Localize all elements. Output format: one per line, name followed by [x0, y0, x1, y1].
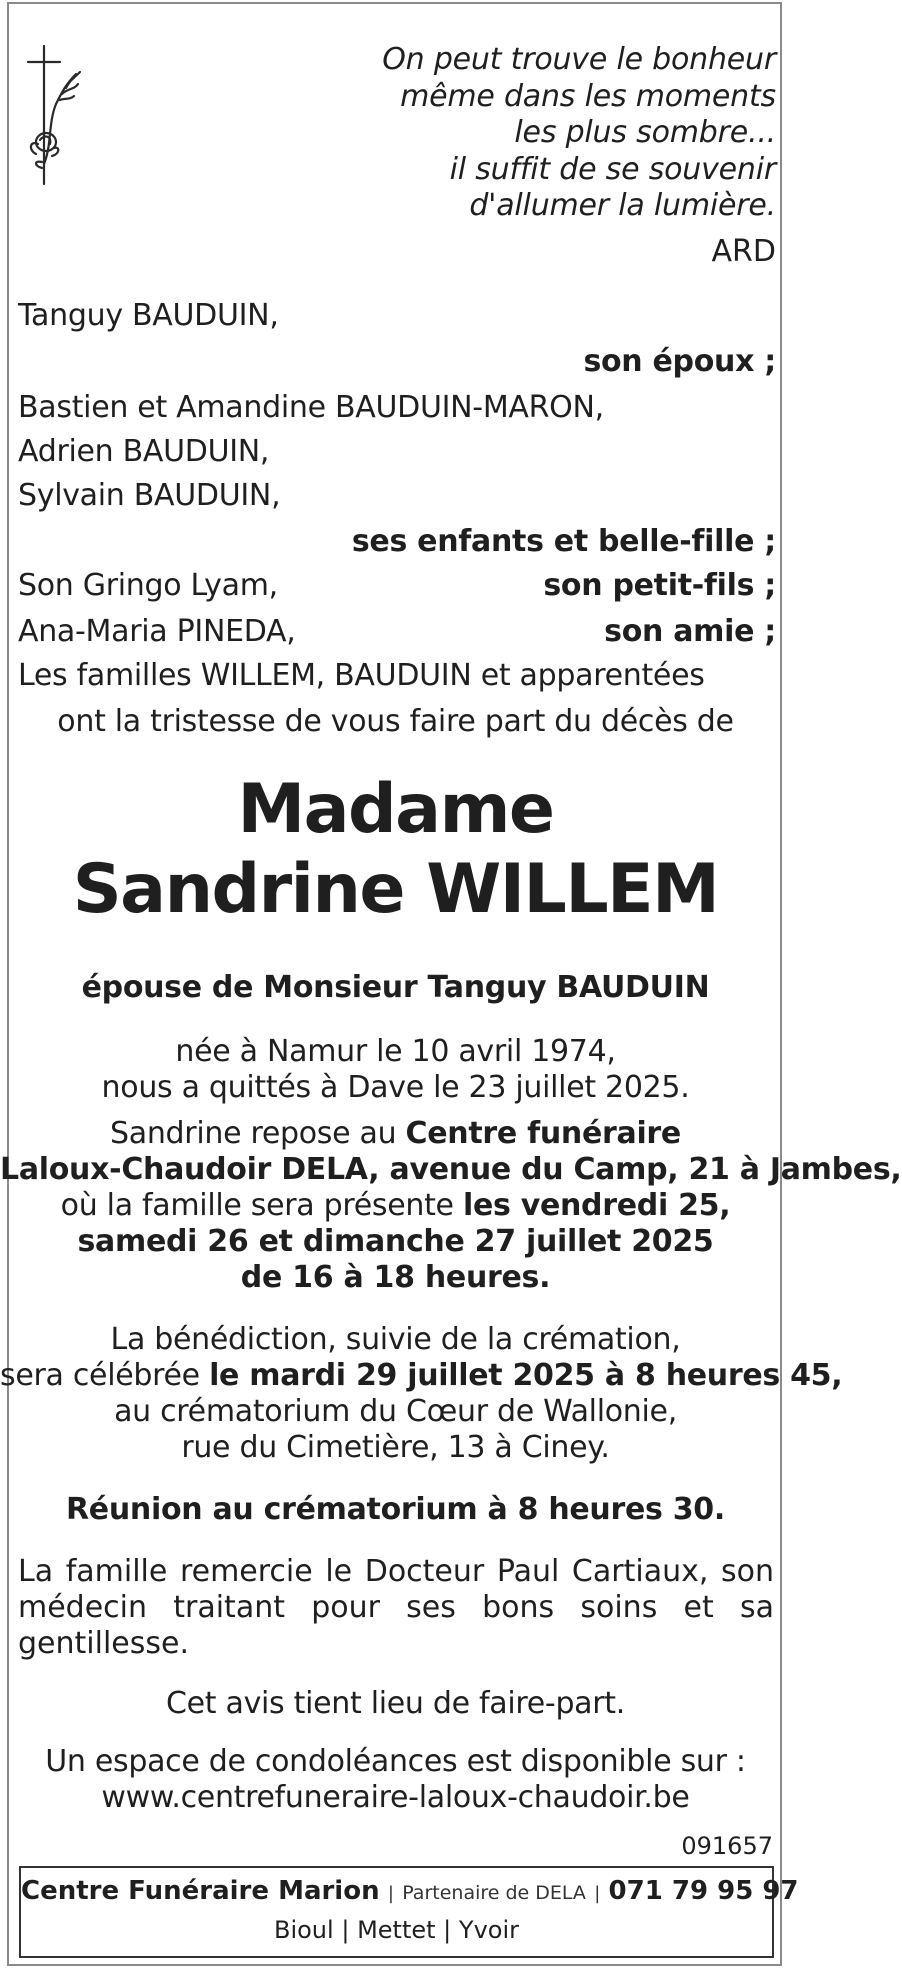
- grandchild-role: son petit-fils ;: [543, 568, 776, 603]
- ceremony-date: le mardi 29 juillet 2025 à 8 heures 45,: [209, 1358, 843, 1393]
- separator: |: [594, 1883, 601, 1904]
- child-name: Bastien et Amandine BAUDUIN-MARON,: [18, 390, 604, 425]
- visit-text: où la famille sera présente: [60, 1188, 463, 1223]
- ceremony-address: rue du Cimetière, 13 à Ciney.: [181, 1430, 610, 1465]
- partner-label: Partenaire de DELA: [402, 1882, 586, 1904]
- rest-address: Laloux-Chaudoir DELA, avenue du Camp, 21 à Jambes,: [0, 1152, 902, 1187]
- epigraph-line: On peut trouve le bonheur: [382, 42, 776, 77]
- families-line: Les familles WILLEM, BAUDUIN et apparentées: [18, 658, 705, 693]
- spouse-line: épouse de Monsieur Tanguy BAUDUIN: [81, 970, 710, 1005]
- epigraph-author: ARD: [711, 234, 776, 269]
- epigraph-line: les plus sombre...: [514, 115, 776, 150]
- friend-role: son amie ;: [604, 614, 776, 649]
- condolence-link[interactable]: www.centrefuneraire-laloux-chaudoir.be: [101, 1780, 690, 1815]
- rest-place: Centre funéraire: [405, 1116, 681, 1151]
- rest-text: Sandrine repose au: [110, 1116, 406, 1151]
- husband-role: son époux ;: [583, 344, 776, 379]
- epigraph-line: il suffit de se souvenir: [449, 151, 776, 187]
- footer-line: [21, 1876, 799, 1906]
- friend-name: Ana-Maria PINEDA,: [18, 614, 296, 649]
- rest-line: [0, 1116, 791, 1152]
- ceremony-place: au crématorium du Cœur de Wallonie,: [114, 1394, 677, 1429]
- birth-line: née à Namur le 10 avril 1974,: [175, 1034, 616, 1069]
- children-role: ses enfants et belle-fille ;: [351, 524, 776, 559]
- visit-line: [0, 1188, 791, 1224]
- separator: |: [387, 1883, 394, 1904]
- separator: |: [443, 1916, 452, 1944]
- reference-number: 091657: [681, 1832, 773, 1860]
- ceremony-line: La bénédiction, suivie de la crémation,: [110, 1322, 681, 1357]
- epigraph: [382, 42, 776, 225]
- visit-dates: samedi 26 et dimanche 27 juillet 2025: [77, 1224, 714, 1259]
- separator: |: [341, 1916, 350, 1944]
- funeral-home-footer: [19, 1866, 799, 1958]
- thanks-paragraph: La famille remercie le Docteur Paul Cartiaux, son médecin traitant pour ses bons soins et sa gentillesse.: [18, 1554, 774, 1661]
- grandchild-name: Son Gringo Lyam,: [18, 568, 278, 603]
- notice-line: Cet avis tient lieu de faire-part.: [165, 1686, 626, 1721]
- location: Yvoir: [458, 1916, 519, 1944]
- ceremony-text: sera célébrée: [0, 1358, 210, 1393]
- epigraph-line: même dans les moments: [400, 78, 776, 114]
- firm-name: Centre Funéraire Marion: [21, 1876, 380, 1906]
- meeting-line: Réunion au crématorium à 8 heures 30.: [66, 1492, 725, 1527]
- visit-days: les vendredi 25,: [462, 1188, 731, 1223]
- phone-number[interactable]: 071 79 95 97: [608, 1876, 799, 1906]
- deceased-name: Sandrine WILLEM: [72, 850, 719, 929]
- announcement: ont la tristesse de vous faire part du décès de: [57, 704, 734, 739]
- location: Mettet: [357, 1916, 436, 1944]
- death-line: nous a quittés à Dave le 23 juillet 2025.: [101, 1070, 690, 1105]
- location: Bioul: [273, 1916, 334, 1944]
- deceased-title: Madame: [237, 770, 554, 849]
- epigraph-line: d'allumer la lumière.: [469, 188, 776, 223]
- visit-hours: de 16 à 18 heures.: [240, 1260, 551, 1295]
- husband-name: Tanguy BAUDUIN,: [18, 298, 279, 333]
- child-name: Sylvain BAUDUIN,: [18, 478, 281, 513]
- cross-with-flower-icon: [22, 44, 84, 189]
- ceremony-date-line: [0, 1358, 843, 1394]
- locations-line: [21, 1916, 772, 1944]
- condolence-line: Un espace de condoléances est disponible sur :: [45, 1744, 746, 1779]
- child-name: Adrien BAUDUIN,: [18, 434, 270, 469]
